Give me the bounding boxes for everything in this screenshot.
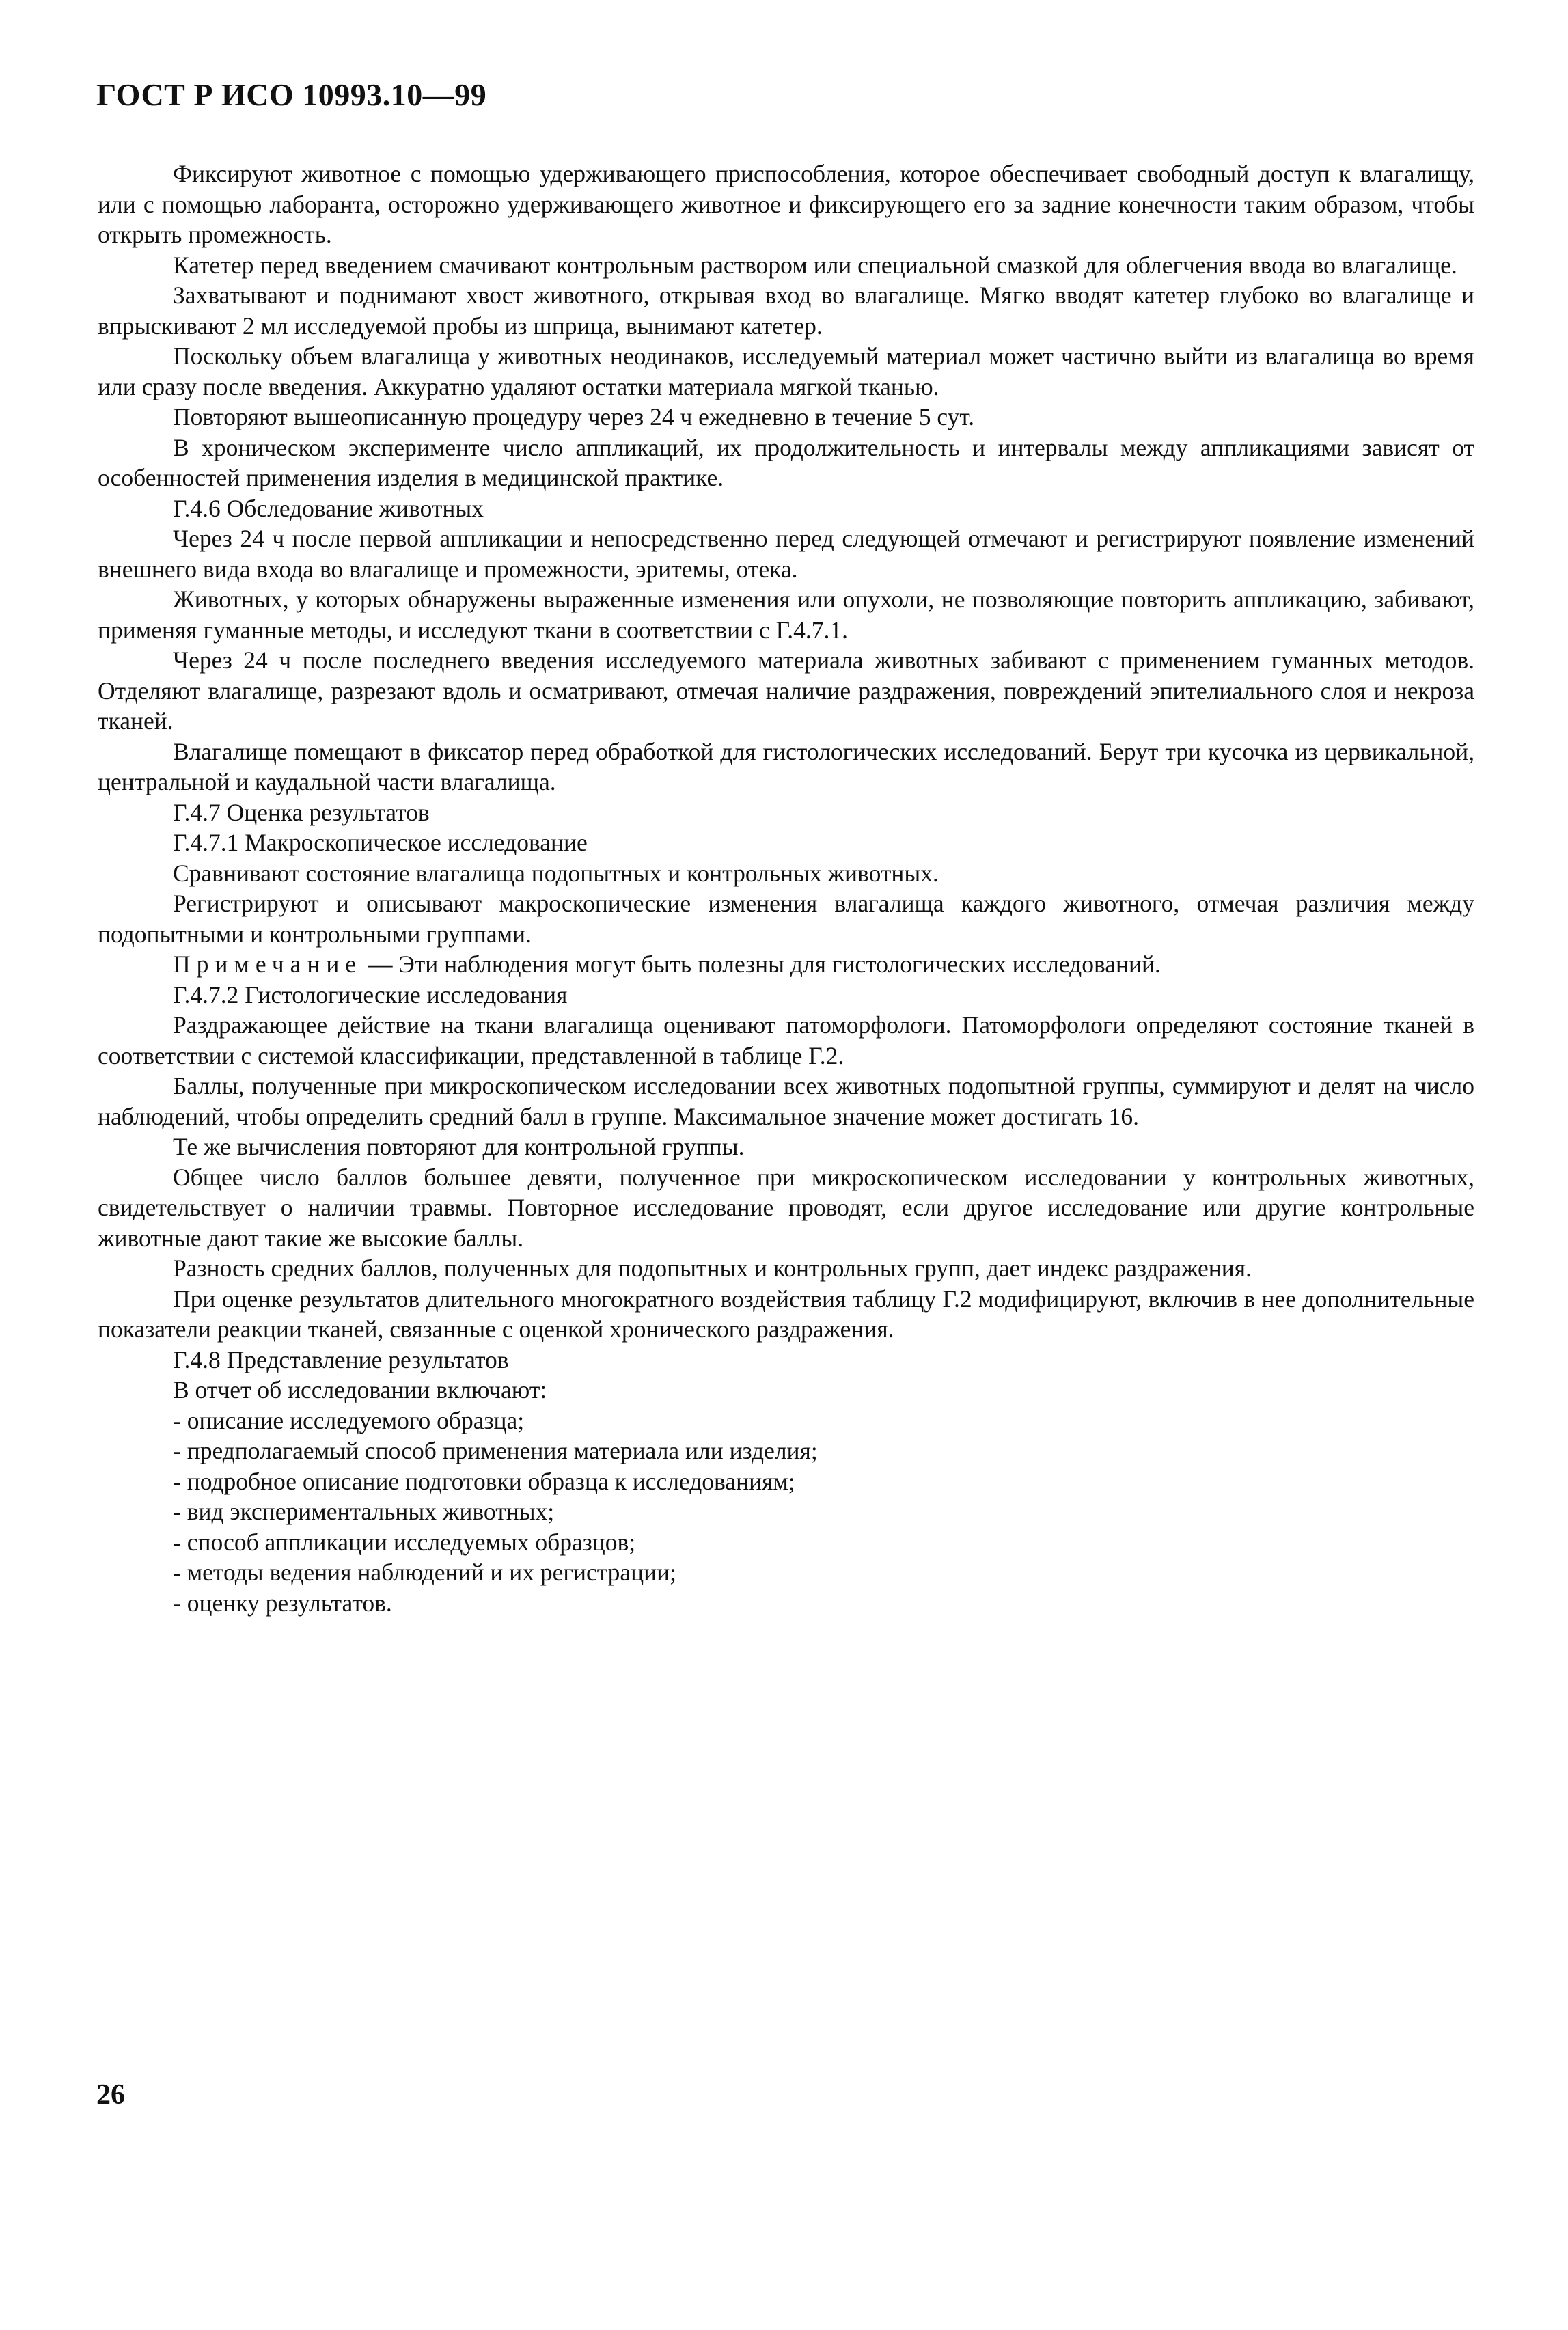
paragraph: При оценке результатов длительного многократного воздействия таблицу Г.2 модифицируют, включив в нее дополнительные показатели реакции тканей, связанные с оценкой хронического раздражения. <box>98 1285 1474 1343</box>
list-item: - оценку результатов. <box>173 1589 392 1617</box>
paragraph: Сравнивают состояние влагалища подопытных и контрольных животных. <box>173 859 939 887</box>
paragraph: Катетер перед введением смачивают контрольным раствором или специальной смазкой для облегчения ввода во влагалище. <box>173 251 1457 279</box>
paragraph: Поскольку объем влагалища у животных неодинаков, исследуемый материал может частично выйти из влагалища во время или сразу после введения. Аккуратно удаляют остатки материала мягкой тканью. <box>98 342 1474 400</box>
paragraph: Через 24 ч после первой аппликации и непосредственно перед следующей отмечают и регистрируют появление изменений внешнего вида входа во влагалище и промежности, эритемы, отека. <box>98 525 1474 583</box>
paragraph: Регистрируют и описывают макроскопические изменения влагалища каждого животного, отмечая различия между подопытными и контрольными группами. <box>98 890 1474 948</box>
paragraph: Через 24 ч после последнего введения исследуемого материала животных забивают с применением гуманных методов. Отделяют влагалище, разрезают вдоль и осматривают, отмечая наличие раздражения, повреждений эпителиального слоя и некроза тканей. <box>98 646 1474 735</box>
list-item: - методы ведения наблюдений и их регистрации; <box>173 1559 677 1586</box>
section-heading: Г.4.7 Оценка результатов <box>173 798 430 826</box>
page-number: 26 <box>96 2079 125 2111</box>
paragraph: Общее число баллов большее девяти, полученное при микроскопическом исследовании у контрольных животных, свидетельствует о наличии травмы. Повторное исследование проводят, если другое исследование или другие контрольные животные дают такие же высокие баллы. <box>98 1163 1474 1252</box>
section-heading: Г.4.7.2 Гистологические исследования <box>173 981 568 1009</box>
note-label: Примечание <box>173 950 363 978</box>
paragraph: В отчет об исследовании включают: <box>173 1376 547 1403</box>
list-item: - вид экспериментальных животных; <box>173 1498 555 1525</box>
section-heading: Г.4.6 Обследование животных <box>173 494 484 522</box>
list-item: - способ аппликации исследуемых образцов; <box>173 1528 636 1556</box>
paragraph: Раздражающее действие на ткани влагалища оценивают патоморфологи. Патоморфологи определяют состояние тканей в соответствии с системой классификации, представленной в таблице Г.2. <box>98 1011 1474 1069</box>
note-text: — Эти наблюдения могут быть полезны для гистологических исследований. <box>362 950 1161 978</box>
paragraph: Баллы, полученные при микроскопическом исследовании всех животных подопытной группы, суммируют и делят на число наблюдений, чтобы определить средний балл в группе. Максимальное значение может достигать 16. <box>98 1072 1474 1130</box>
document-header: ГОСТ Р ИСО 10993.10—99 <box>96 77 487 112</box>
section-heading: Г.4.7.1 Макроскопическое исследование <box>173 829 588 856</box>
paragraph: В хроническом эксперименте число аппликаций, их продолжительность и интервалы между аппликациями зависят от особенностей применения изделия в медицинской практике. <box>98 433 1474 491</box>
paragraph: Повторяют вышеописанную процедуру через 24 ч ежедневно в течение 5 сут. <box>173 403 975 430</box>
list-item: - подробное описание подготовки образца к исследованиям; <box>173 1467 795 1495</box>
list-item: - описание исследуемого образца; <box>173 1406 525 1434</box>
body-text <box>98 159 1474 1618</box>
paragraph: Захватывают и поднимают хвост животного, открывая вход во влагалище. Мягко вводят катетер глубоко во влагалище и впрыскивают 2 мл исследуемой пробы из шприца, вынимают катетер. <box>98 282 1474 340</box>
paragraph: Разность средних баллов, полученных для подопытных и контрольных групп, дает индекс раздражения. <box>173 1255 1252 1282</box>
paragraph: Фиксируют животное с помощью удерживающего приспособления, которое обеспечивает свободный доступ к влагалищу, или с помощью лаборанта, осторожно удерживающего животное и фиксирующего его за задние конечности таким образом, чтобы открыть промежность. <box>98 160 1474 248</box>
section-heading: Г.4.8 Представление результатов <box>173 1345 509 1373</box>
list-item: - предполагаемый способ применения материала или изделия; <box>173 1437 818 1464</box>
note <box>98 949 1474 980</box>
paragraph: Животных, у которых обнаружены выраженные изменения или опухоли, не позволяющие повторить аппликацию, забивают, применяя гуманные методы, и исследуют ткани в соответствии с Г.4.7.1. <box>98 586 1474 644</box>
paragraph: Те же вычисления повторяют для контрольной группы. <box>173 1133 745 1160</box>
paragraph: Влагалище помещают в фиксатор перед обработкой для гистологических исследований. Берут три кусочка из цервикальной, центральной и каудальной части влагалища. <box>98 737 1474 795</box>
